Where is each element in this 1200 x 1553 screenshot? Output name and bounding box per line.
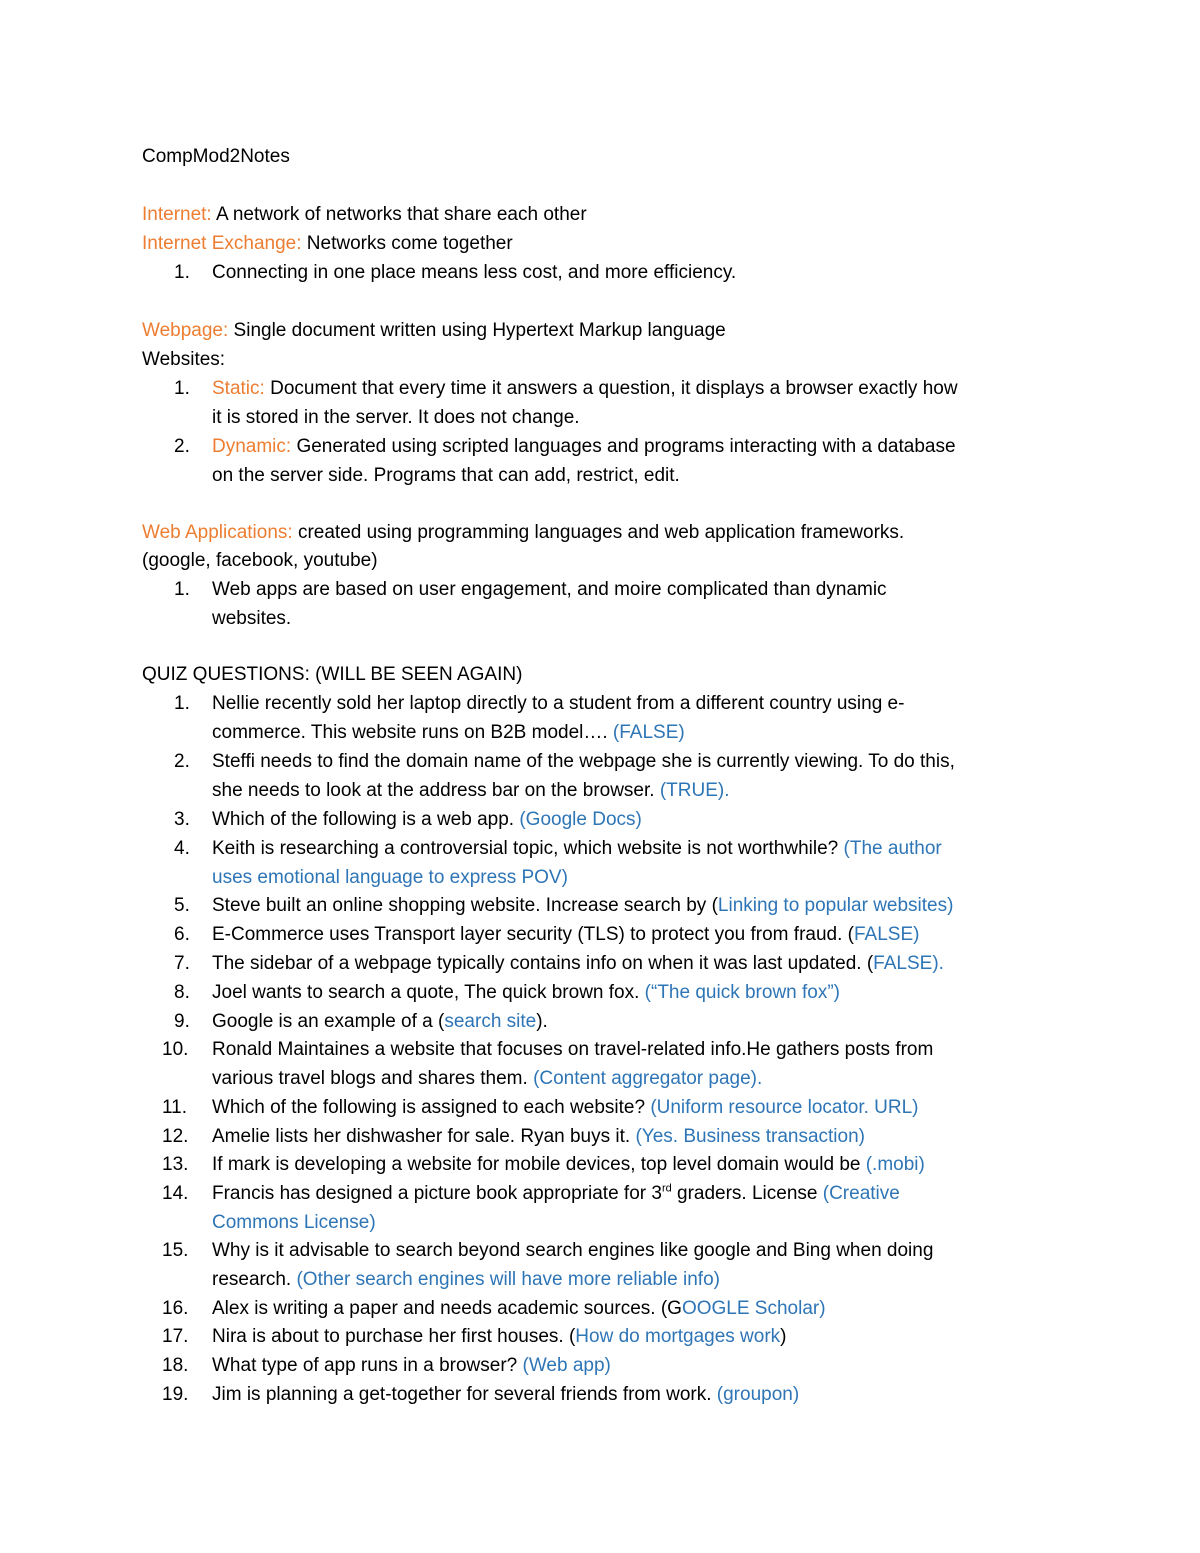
definition: created using programming languages and web application frameworks. [292,522,905,543]
definition: Networks come together [301,233,513,254]
answer: (The author [843,838,942,859]
answer: (Web app) [522,1355,611,1376]
answer: (Google Docs) [519,809,642,830]
quiz-item-continuation: various travel blogs and shares them. (Content aggregator page). [212,1068,763,1089]
answer: (Other search engines will have more reliable info) [296,1269,720,1290]
answer: (FALSE) [612,722,685,743]
quiz-item: 3. Which of the following is a web app. (Google Docs) [174,809,642,830]
quiz-item: 2. Steffi needs to find the domain name of the webpage she is currently viewing. To do this, [174,751,955,772]
quiz-item: 8. Joel wants to search a quote, The quick brown fox. (“The quick brown fox”) [174,982,841,1003]
quiz-item: 5. Steve built an online shopping website. Increase search by (Linking to popular websites) [174,895,954,916]
exchange-definition [142,229,513,258]
webapps-examples: (google, facebook, youtube) [142,550,378,571]
quiz-item: 7. The sidebar of a webpage typically contains info on when it was last updated. (FALSE). [174,953,944,974]
quiz-item: 18. What type of app runs in a browser? (Web app) [162,1355,611,1376]
quiz-item: 14. Francis has designed a picture book appropriate for 3rd graders. License (Creative [162,1182,900,1204]
list-item-continuation: it is stored in the server. It does not change. [212,407,580,428]
answer: (.mobi) [865,1154,925,1175]
list-item: 1. Static: Document that every time it answers a question, it displays a browser exactly how [174,378,958,399]
quiz-item: 17. Nira is about to purchase her first houses. (How do mortgages work) [162,1326,787,1347]
answer: (Uniform resource locator. URL) [650,1097,919,1118]
quiz-item: 10. Ronald Maintaines a website that focuses on travel-related info.He gathers posts from [162,1039,934,1060]
quiz-item-continuation: Commons License) [212,1212,376,1233]
webapps-definition [142,518,904,547]
quiz-item-continuation: uses emotional language to express POV) [212,867,568,888]
internet-definition [142,200,587,229]
list-item-continuation: on the server side. Programs that can add, restrict, edit. [212,465,680,486]
term: Internet Exchange: [142,233,302,254]
term: Internet: [142,204,212,225]
quiz-item-continuation: commerce. This website runs on B2B model…. (FALSE) [212,722,685,743]
answer: FALSE). [873,953,944,974]
quiz-item: 1. Nellie recently sold her laptop directly to a student from a different country using e- [174,693,905,714]
quiz-item: 15. Why is it advisable to search beyond search engines like google and Bing when doing [162,1240,934,1261]
quiz-item-continuation: she needs to look at the address bar on the browser. (TRUE). [212,780,730,801]
answer: (Content aggregator page). [533,1068,763,1089]
answer: (“The quick brown fox”) [644,982,841,1003]
answer: (Yes. Business transaction) [635,1126,865,1147]
answer: (TRUE). [659,780,730,801]
websites-label: Websites: [142,349,226,370]
quiz-heading: QUIZ QUESTIONS: (WILL BE SEEN AGAIN) [142,664,523,685]
list-item: 1. Web apps are based on user engagement, and moire complicated than dynamic [174,579,887,600]
quiz-item: 12. Amelie lists her dishwasher for sale. Ryan buys it. (Yes. Business transaction) [162,1126,865,1147]
answer: search site [444,1011,537,1032]
definition: A network of networks that share each other [211,204,587,225]
definition: Single document written using Hypertext Markup language [228,320,726,341]
quiz-item: 16. Alex is writing a paper and needs academic sources. (GOOGLE Scholar) [162,1298,826,1319]
quiz-item-continuation: research. (Other search engines will have more reliable info) [212,1269,720,1290]
answer: How do mortgages work [575,1326,781,1347]
webpage-definition [142,316,726,345]
answer: OOGLE Scholar) [681,1298,826,1319]
quiz-item: 13. If mark is developing a website for mobile devices, top level domain would be (.mobi) [162,1154,925,1175]
doc-title: CompMod2Notes [142,146,290,167]
quiz-item: 6. E-Commerce uses Transport layer security (TLS) to protect you from fraud. (FALSE) [174,924,920,945]
list-item-continuation: websites. [212,608,292,629]
answer: (groupon) [716,1384,800,1405]
answer: FALSE) [853,924,920,945]
list-item: 2. Dynamic: Generated using scripted languages and programs interacting with a database [174,436,956,457]
quiz-item: 9. Google is an example of a (search site). [174,1011,548,1032]
quiz-item: 19. Jim is planning a get-together for several friends from work. (groupon) [162,1384,800,1405]
term: Web Applications: [142,522,293,543]
answer: Linking to popular websites) [717,895,954,916]
list-item: 1. Connecting in one place means less cost, and more efficiency. [174,262,737,283]
term: Webpage: [142,320,229,341]
quiz-item: 4. Keith is researching a controversial topic, which website is not worthwhile? (The author [174,838,942,859]
answer: (Creative [822,1183,900,1204]
quiz-item: 11. Which of the following is assigned to each website? (Uniform resource locator. URL) [162,1097,919,1118]
